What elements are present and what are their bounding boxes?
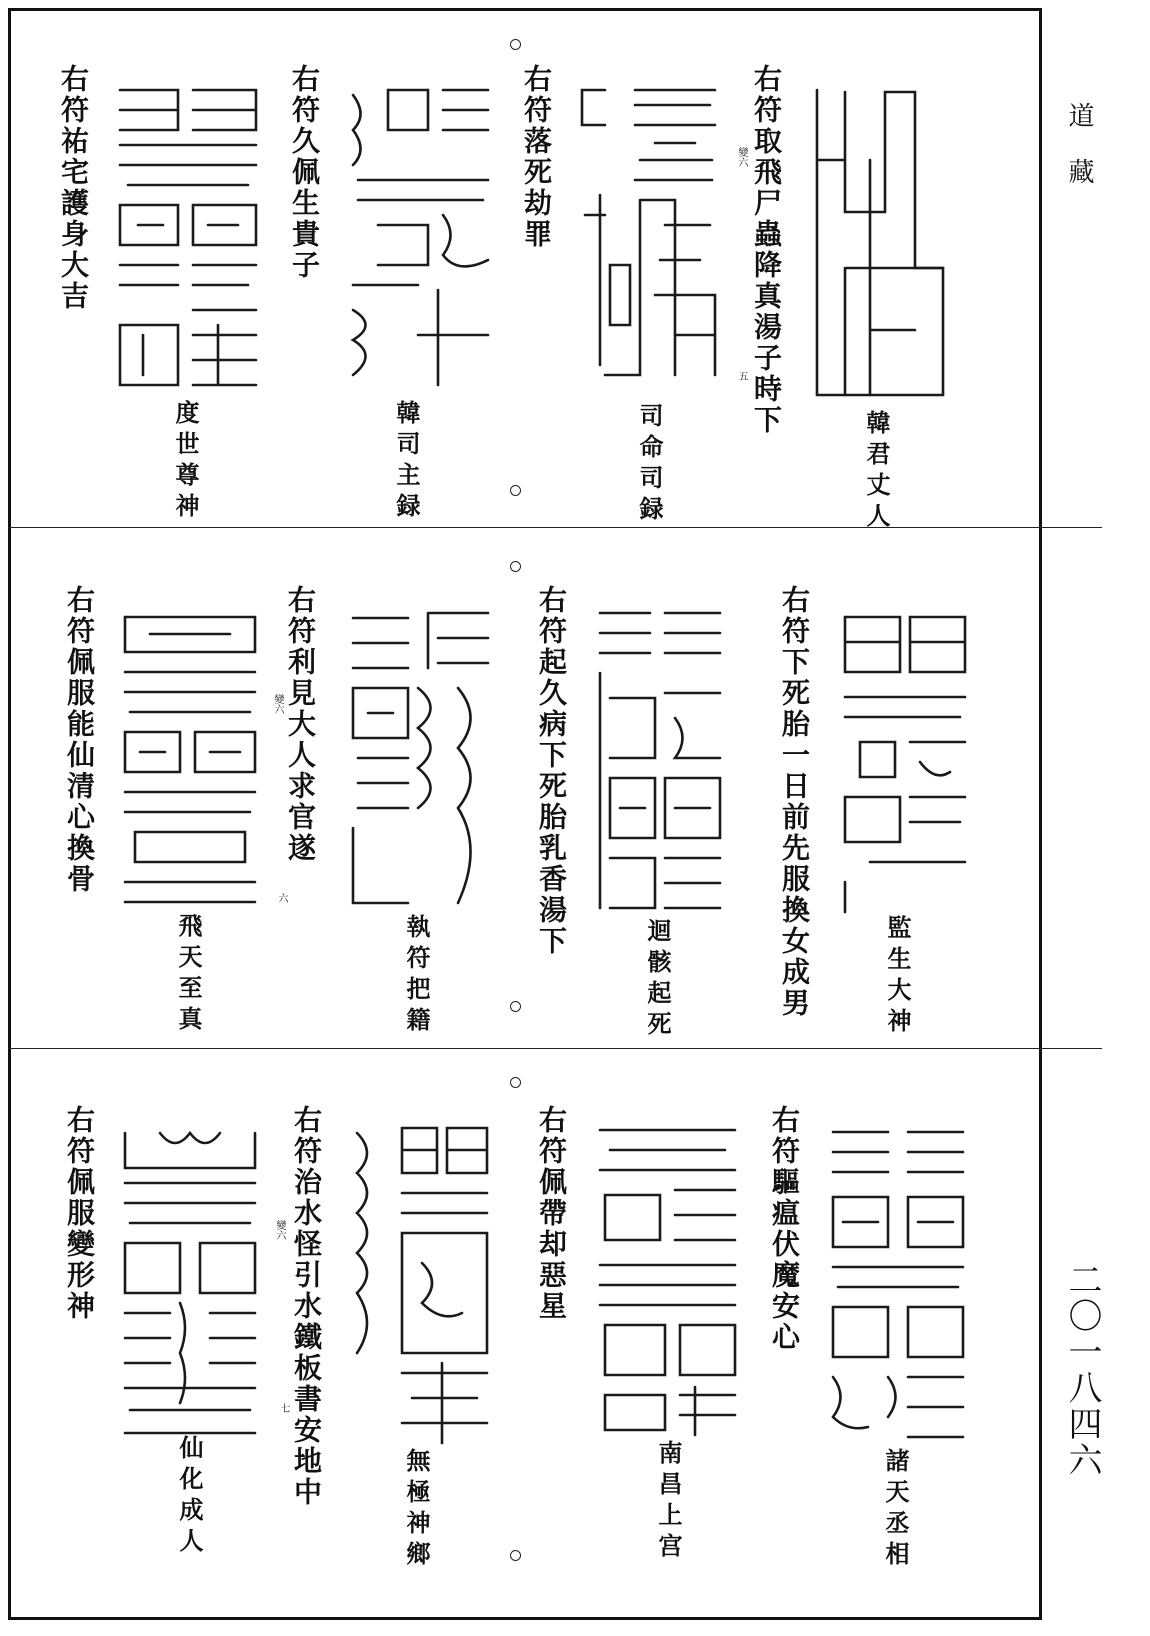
binding-hole-circle xyxy=(510,39,521,50)
binding-hole-circle xyxy=(510,1001,521,1012)
caption: 右符取飛尸蟲降真湯子時下 xyxy=(750,64,783,436)
note: 變六 xyxy=(736,147,747,167)
note: 六 xyxy=(276,893,287,903)
deity-name: 諸天丞相 xyxy=(881,1448,910,1572)
talisman-glyph xyxy=(840,612,970,912)
note: 七 xyxy=(278,1403,289,1413)
caption: 右符治水怪引水鐵板書安地中 xyxy=(290,1105,323,1508)
deity-name: 司命司録 xyxy=(635,403,664,527)
caption: 右符落死劫罪 xyxy=(520,64,553,250)
margin-title: 道藏 xyxy=(1064,102,1094,214)
note: 變六 xyxy=(274,1220,285,1240)
deity-name: 監生大神 xyxy=(883,915,912,1039)
talisman-glyph xyxy=(348,85,493,390)
caption: 右符佩帶却惡星 xyxy=(535,1105,568,1322)
deity-name: 度世尊神 xyxy=(171,400,200,524)
binding-hole-circle xyxy=(510,1077,521,1088)
caption: 右符驅瘟伏魔安心 xyxy=(768,1105,801,1353)
note: 五 xyxy=(736,371,747,381)
talisman-glyph xyxy=(118,85,258,395)
caption: 右符佩服能仙清心換骨 xyxy=(63,585,96,895)
binding-hole-circle xyxy=(510,1550,521,1561)
deity-name: 仙化成人 xyxy=(175,1435,204,1559)
deity-name: 無極神鄉 xyxy=(402,1448,431,1572)
deity-name: 執符把籍 xyxy=(402,914,431,1038)
caption: 右符久佩生貴子 xyxy=(288,64,321,281)
binding-hole-circle xyxy=(510,485,521,496)
talisman-glyph xyxy=(595,608,725,913)
talisman-glyph xyxy=(580,85,720,385)
note: 變六 xyxy=(272,694,283,714)
talisman-glyph xyxy=(352,1123,492,1443)
caption: 右符佩服變形神 xyxy=(63,1105,96,1322)
row-divider xyxy=(8,527,1102,528)
deity-name: 迴骸起死 xyxy=(643,918,672,1042)
caption: 右符起久病下死胎乳香湯下 xyxy=(535,585,568,957)
caption: 右符利見大人求官遂 xyxy=(284,585,317,864)
margin-page-number: 二〇一八四六 xyxy=(1062,1262,1102,1478)
caption: 右符下死胎一日前先服換女成男 xyxy=(778,585,811,1019)
talisman-glyph xyxy=(595,1125,740,1435)
deity-name: 南昌上宫 xyxy=(654,1440,683,1564)
deity-name: 韓君丈人 xyxy=(862,410,891,534)
caption: 右符祐宅護身大吉 xyxy=(57,64,90,312)
binding-hole-circle xyxy=(510,561,521,572)
talisman-glyph xyxy=(120,612,260,912)
deity-name: 韓司主録 xyxy=(392,400,421,524)
talisman-glyph xyxy=(828,1127,968,1447)
deity-name: 飛天至真 xyxy=(174,913,203,1037)
row-divider xyxy=(8,1048,1102,1049)
talisman-glyph xyxy=(120,1128,260,1438)
talisman-glyph xyxy=(815,90,945,395)
talisman-glyph xyxy=(348,608,493,908)
